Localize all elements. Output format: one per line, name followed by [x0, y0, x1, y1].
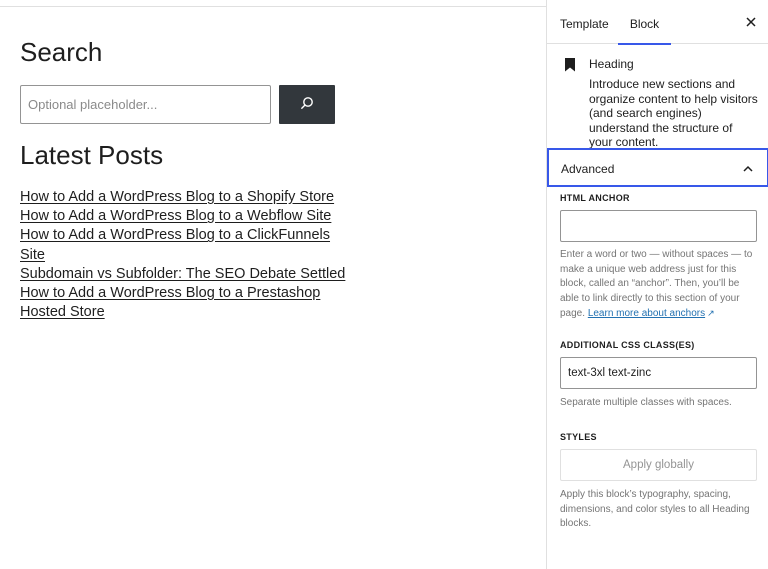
html-anchor-help: [560, 248, 757, 322]
post-list-item: [20, 284, 350, 322]
post-link[interactable]: Subdomain vs Subfolder: The SEO Debate Settled: [20, 265, 346, 282]
html-anchor-label: HTML ANCHOR: [560, 193, 630, 203]
advanced-panel-label: Advanced: [561, 162, 615, 176]
block-title: Heading: [589, 57, 634, 71]
html-anchor-help-text: Enter a word or two — without spaces — to make a unique web address just for this block, called an “anchor”. Then, you’ll be able to link directly to this section of your page.: [560, 249, 753, 320]
styles-help: Apply this block’s typography, spacing, dimensions, and color styles to all Heading blocks.: [560, 489, 750, 530]
tab-block[interactable]: Block: [618, 0, 671, 44]
block-description: Introduce new sections and organize content to help visitors (and search engines) understand the structure of your content.: [589, 77, 758, 150]
bookmark-icon: [564, 58, 576, 72]
search-block-heading[interactable]: Search: [20, 37, 103, 67]
styles-label: STYLES: [560, 432, 597, 442]
search-icon: [300, 96, 314, 113]
css-class-input[interactable]: [560, 357, 757, 389]
advanced-panel-toggle[interactable]: [547, 148, 768, 187]
external-link-icon: ↗: [707, 308, 715, 319]
block-card: [547, 44, 768, 148]
post-list-item: [20, 226, 350, 264]
apply-globally-button[interactable]: Apply globally: [560, 449, 757, 481]
sidebar-tabs: [547, 0, 768, 44]
chevron-up-icon: [742, 162, 754, 174]
latest-posts-list: [20, 188, 350, 322]
post-link[interactable]: How to Add a WordPress Blog to a Webflow Site: [20, 208, 332, 225]
search-button[interactable]: [279, 85, 335, 124]
post-link[interactable]: How to Add a WordPress Blog to a Prestashop Hosted Store: [20, 285, 321, 321]
html-anchor-input[interactable]: [560, 210, 757, 242]
post-list-item: [20, 207, 350, 226]
tab-template[interactable]: Template: [560, 17, 609, 31]
post-link[interactable]: How to Add a WordPress Blog to a Shopify Store: [20, 189, 335, 205]
post-list-item: [20, 265, 350, 284]
post-list-item: [20, 188, 350, 207]
css-class-help: Separate multiple classes with spaces.: [560, 397, 732, 408]
css-class-label: ADDITIONAL CSS CLASS(ES): [560, 340, 695, 350]
settings-sidebar: [546, 0, 768, 569]
close-icon: [746, 14, 756, 32]
post-link[interactable]: How to Add a WordPress Blog to a ClickFunnels Site: [20, 227, 331, 263]
search-input[interactable]: [20, 85, 271, 124]
learn-more-anchors-link[interactable]: Learn more about anchors: [587, 308, 706, 320]
close-sidebar-button[interactable]: [743, 15, 759, 31]
latest-posts-heading[interactable]: Latest Posts: [20, 140, 164, 170]
